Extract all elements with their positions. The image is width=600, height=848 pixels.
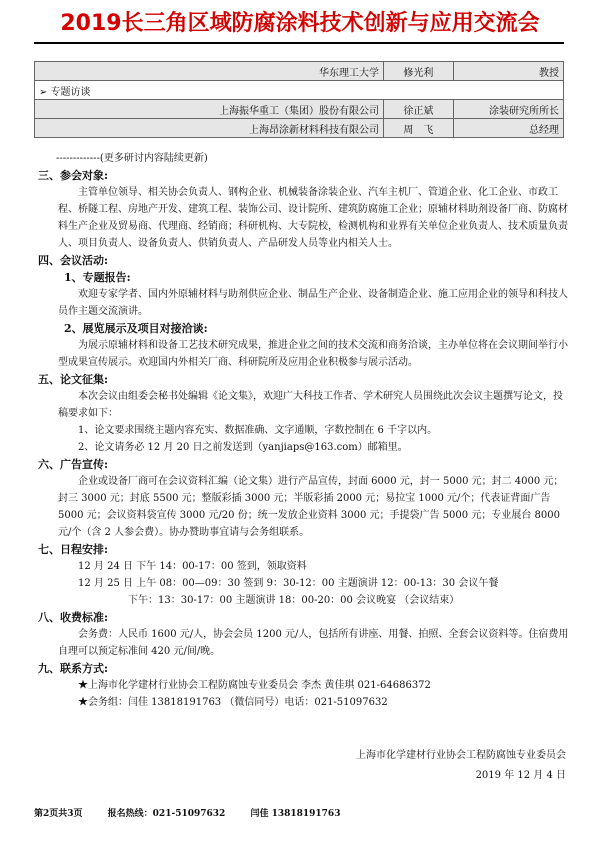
schedule-line-3: 下午：13：30-17：00 主题演讲 18：00-20：00 会议晚宴 （会议结束） [128,595,460,606]
role-cell: 教授 [453,62,563,81]
section-heading-activities: 四、会议活动: [38,254,109,267]
exhibition-text: 为展示原辅材料和设备工艺技术研究成果，推进企业之间的技术交流和商务洽谈，主办单位将在会议期间举行小型成果宣传展示。欢迎国内外相关厂商、科研院所及应用企业积极参与展示活动。 [58,340,568,368]
table-row [35,100,564,119]
contact-line-2: ★会务组：闫佳 13818191763 （微信同号）电话：021-51097632 [78,697,388,708]
more-content-note: -------------(更多研讨内容陆续更新) [56,153,208,164]
name-cell: 周 飞 [383,119,453,138]
speaker-table [34,61,564,138]
section-heading-schedule: 七、日程安排: [38,543,109,556]
role-cell: 涂装研究所所长 [453,100,563,119]
fees-text: 会务费：人民币 1600 元/人，协会会员 1200 元/人，包括所有讲座、用餐、拍照、全套会议资料等。住宿费用自理可以预定标准间 420 元/间/晚。 [58,629,569,657]
document-title: 2019长三角区域防腐涂料技术创新与应用交流会 [60,11,540,36]
table-section-row [35,81,564,100]
signature-date: 2019 年 12 月 4 日 [475,770,566,781]
section-heading-ads: 六、广告宣传: [38,458,109,471]
signature-org: 上海市化学建材行业协会工程防腐蚀专业委员会 [356,750,566,761]
reports-text: 欢迎专家学者、国内外原辅材料与助剂供应企业、制品生产企业、设备制造企业、施工应用企业的领导和科技人员作主题交流演讲。 [58,289,568,317]
org-cell: 华东理工大学 [35,62,384,81]
sub-heading-reports: 1、专题报告: [64,271,131,284]
section-label: ➢ 专题访谈 [35,81,564,100]
title-divider [34,42,564,44]
papers-item-1: 1、论文要求围绕主题内容充实、数据准确、文字通顺，字数控制在 6 千字以内。 [78,425,438,436]
section-heading-attendees: 三、参会对象: [38,169,109,182]
papers-item-2: 2、论文请务必 12 月 20 日之前发送到（yanjiaps@163.com）邮箱里。 [78,442,408,453]
section-heading-papers: 五、论文征集: [38,373,109,386]
contact-person: 闫佳 13818191763 [250,809,341,819]
sub-heading-exhibition: 2、展览展示及项目对接洽谈: [64,322,208,335]
attendees-text: 主管单位领导、相关协会负责人、钢构企业、机械装备涂装企业、汽车主机厂、管道企业、化工企业、市政工程、桥隧工程、房地产开发、建筑工程、装饰公司、设计院所、建筑防腐施工企业；原辅材料助剂设备厂商、防腐材料生产企业及贸易商、代理商、经销商；科研机构、大专院校，检测机构和业界有关单位企业负责人、技术质量负责人、项目负责人、设备负责人、供销负责人、产品研发人员等业内相关人士。 [58,187,568,249]
table-row [35,119,564,138]
section-heading-contact: 九、联系方式: [38,662,109,675]
name-cell: 徐正斌 [383,100,453,119]
schedule-line-2: 12 月 25 日 上午 08：00—09：30 签到 9：30-12：00 主题演讲 12：00-13：30 会议午餐 [78,578,499,589]
role-cell: 总经理 [453,119,563,138]
papers-text: 本次会议由组委会秘书处编辑《论文集》，欢迎广大科技工作者、学术研究人员围绕此次会议主题撰写论文，投稿要求如下： [58,391,563,419]
hotline: 报名热线：021-51097632 [107,809,226,819]
page-footer [34,806,574,819]
schedule-line-1: 12 月 24 日 下午 14：00-17：00 签到，领取资料 [78,561,307,572]
document-body [38,150,570,711]
page-number: 第2页共3页 [34,809,83,819]
ads-text: 企业或设备厂商可在会议资料汇编（论文集）进行产品宣传，封面 6000 元，封一 5000 元；封二 4000 元；封三 3000 元；封底 5500 元；整版彩插 3000 元；半版彩插 2000 元；易拉宝 1000 元/个；代表证背面广告 5000 元；会议资料袋宣传 3000 元/20 份；统一发放企业资料 3000 元；手提袋广告 5000 元；专业展台 8000 元/个（含 2 人参会费）。协办赞助事宜请与会务组联系。 [58,476,564,538]
name-cell: 修光利 [383,62,453,81]
org-cell: 上海昂涂新材料科技有限公司 [35,119,384,138]
org-cell: 上海振华重工（集团）股份有限公司 [35,100,384,119]
section-heading-fees: 八、收费标准: [38,611,109,624]
table-row [35,62,564,81]
contact-line-1: ★上海市化学建材行业协会工程防腐蚀专业委员会 李杰 黄佳琪 021-64686372 [78,680,431,691]
